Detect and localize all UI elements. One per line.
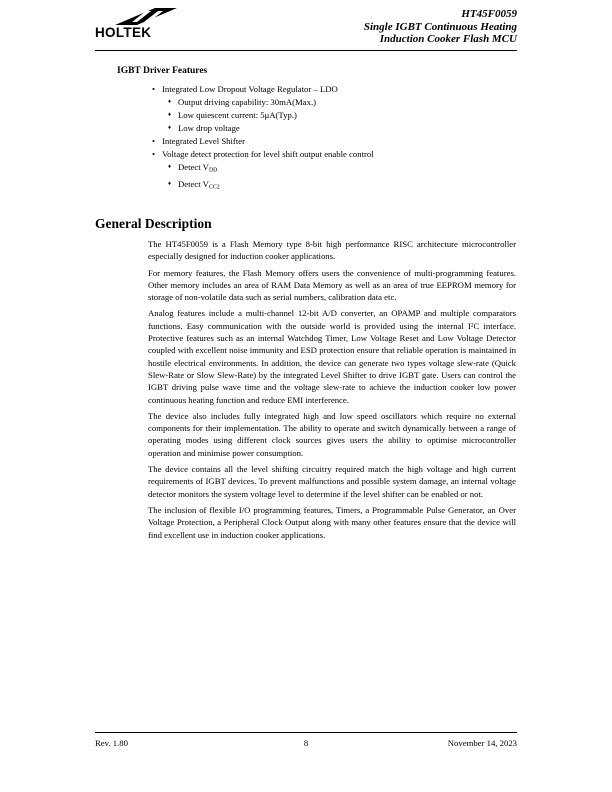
features-list xyxy=(95,83,517,194)
footer-page-number: 8 xyxy=(303,738,309,748)
feature-subitem xyxy=(95,161,517,178)
feature-subitem-label xyxy=(178,178,517,195)
paragraph: For memory features, the Flash Memory offers users the convenience of multi-programming features. Other memory includes an area of RAM Data Memory as well as an area of true EEPROM memory for storage of non-volatile data such as serial numbers, calibration data etc. xyxy=(148,267,516,303)
paragraph: The HT45F0059 is a Flash Memory type 8-bit high performance RISC architecture microcontroller especially designed for induction cooker applications. xyxy=(148,239,516,262)
paragraph: Analog features include a multi-channel 12-bit A/D converter, an OPAMP and multiple comparators functions. Easy communication with the outside world is provided using the internal I²C interface. Protective features such as an internal Watchdog Timer, Low Voltage Reset and Low Voltage Detector coupled with excellent noise immunity and ESD protection ensure that reliable operation is maintained in hostile electrical environments. In addition, the device can generate two types voltage slew-rate (Quick Slew-Rate or Slow Slew-Rate) by the integrated Level Shifter to drive IGBT gate. Users can control the IGBT driving pulse wave time and the voltage slew-rate to achieve the induction cooker low power continuous heating function and reduce EMI interference. xyxy=(148,308,516,405)
feature-item-label: Integrated Low Dropout Voltage Regulator – LDO xyxy=(162,84,338,94)
feature-item-label: Integrated Level Shifter xyxy=(162,136,245,146)
footer-date: November 14, 2023 xyxy=(447,738,518,748)
holtek-flag-icon xyxy=(111,7,177,25)
bullet-icon: • xyxy=(152,84,156,94)
detect-subscript: CC2 xyxy=(208,184,220,190)
feature-item xyxy=(95,83,517,96)
paragraph: The inclusion of flexible I/O programming features, Timers, a Programmable Pulse Generator, an Over Voltage Protection, a Peripheral Clock Output along with many other features ensure that the device will find excellent use in induction cooker applications. xyxy=(148,504,516,540)
features-heading: IGBT Driver Features xyxy=(117,66,208,76)
feature-subitem-label: Low drop voltage xyxy=(178,123,240,133)
diamond-bullet-icon: ♦ xyxy=(168,99,172,105)
paragraph: The device contains all the level shifting circuitry required match the high voltage and high current requirements of IGBT devices. To prevent malfunctions and possible system damage, an internal voltage detector monitors the system voltage level to determine if the level shifter can be enabled or not. xyxy=(148,464,516,499)
feature-item-label: Voltage detect protection for level shift output enable control xyxy=(162,149,374,159)
general-description-heading: General Description xyxy=(95,216,212,231)
diamond-bullet-icon: ♦ xyxy=(168,112,172,118)
paragraph: The device also includes fully integrated high and low speed oscillators which require no external components for their implementation. The ability to operate and switch dynamically between a range of operating modes using different clock sources gives users the ability to optimise microcontroller operation and minimise power consumption. xyxy=(148,410,516,458)
detect-subscript: DD xyxy=(208,167,218,174)
feature-subitem-label: Output driving capability: 30mA(Max.) xyxy=(178,97,317,107)
bullet-icon: • xyxy=(152,149,156,159)
part-number: HT45F0059 xyxy=(461,8,517,20)
feature-subitem-label xyxy=(178,161,517,178)
diamond-bullet-icon: ♦ xyxy=(168,125,172,131)
feature-item xyxy=(95,148,517,161)
general-description-body xyxy=(148,238,516,545)
doc-title-line1: Single IGBT Continuous Heating xyxy=(363,20,517,33)
holtek-logo-text: HOLTEK xyxy=(95,25,152,40)
feature-subitem xyxy=(95,122,517,135)
feature-item xyxy=(95,135,517,148)
diamond-bullet-icon: ♦ xyxy=(168,180,172,187)
bullet-icon: • xyxy=(152,136,156,146)
footer-revision: Rev. 1.80 xyxy=(95,738,128,748)
page-footer xyxy=(95,732,517,748)
holtek-logo xyxy=(95,7,185,40)
feature-subitem-label: Low quiescent current: 5μA(Typ.) xyxy=(178,110,297,120)
diamond-bullet-icon: ♦ xyxy=(168,164,172,170)
feature-subitem xyxy=(95,109,517,122)
detect-label: Detect V xyxy=(178,178,209,189)
page-header xyxy=(95,7,517,51)
feature-subitem xyxy=(95,96,517,109)
doc-title-line2: Induction Cooker Flash MCU xyxy=(379,33,517,46)
feature-subitem xyxy=(95,178,517,195)
detect-label: Detect V xyxy=(178,162,209,172)
header-titles xyxy=(364,7,517,46)
